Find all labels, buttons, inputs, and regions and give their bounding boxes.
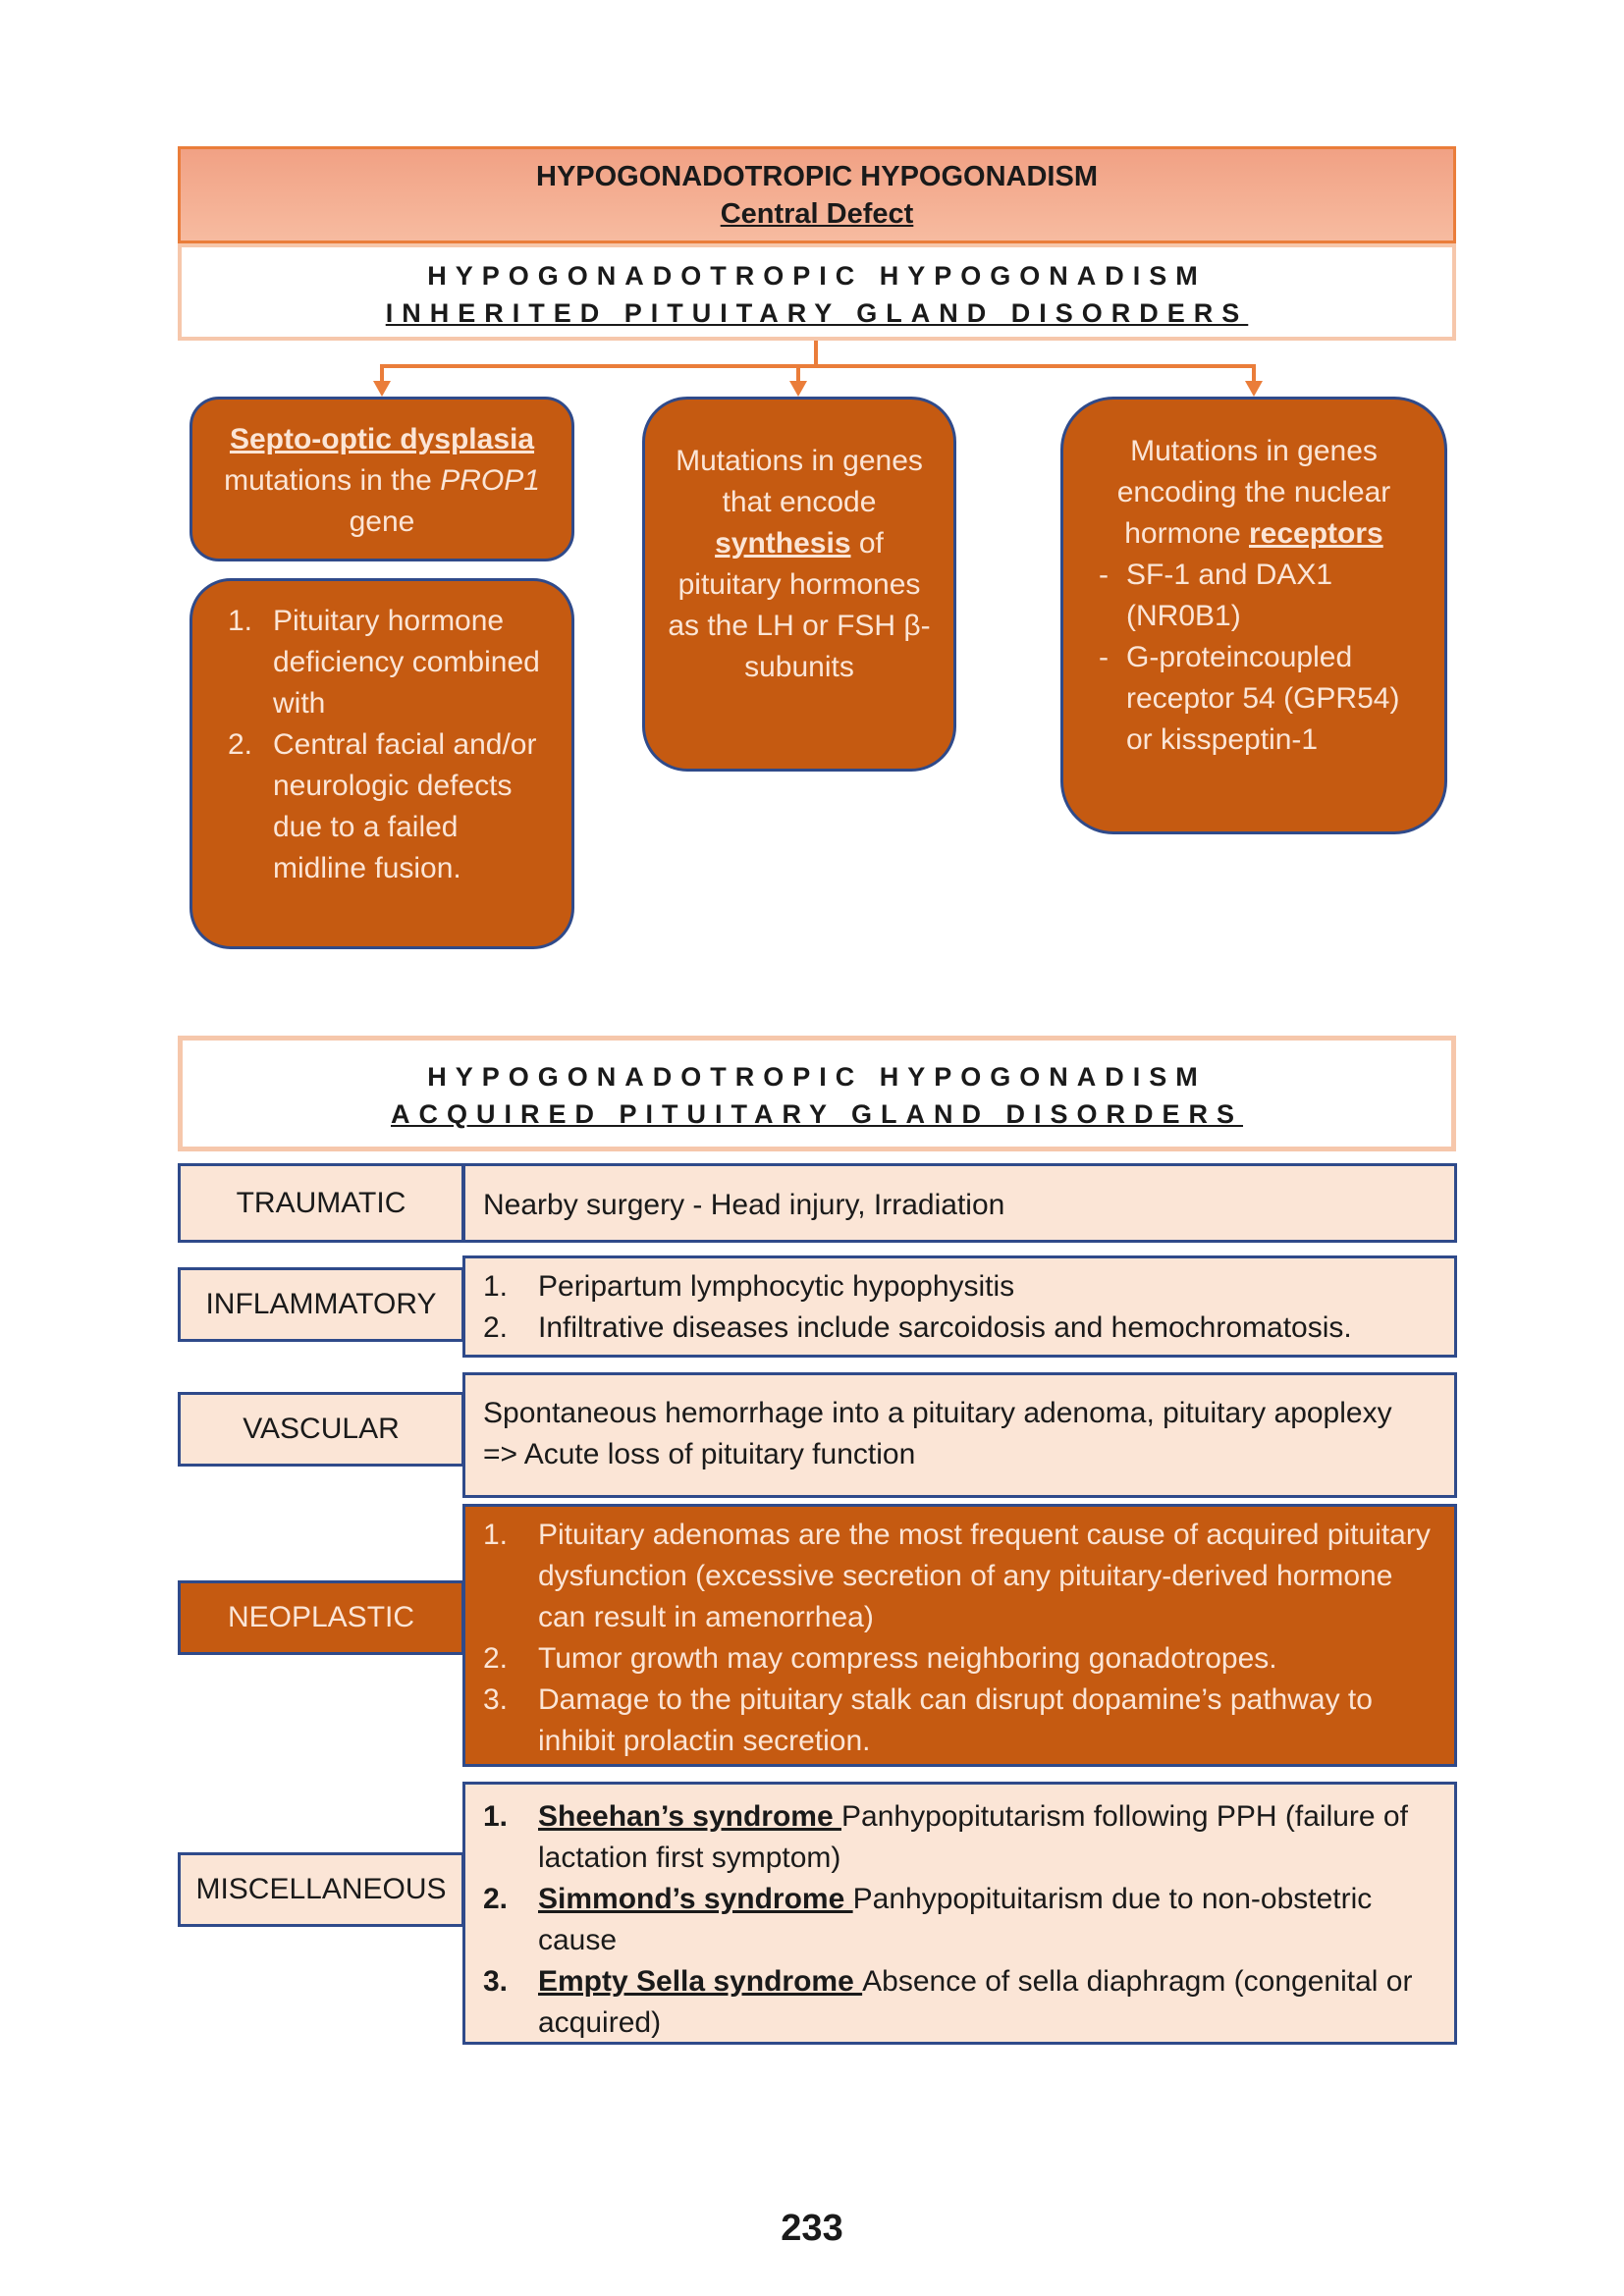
neoplastic-label: NEOPLASTIC: [178, 1580, 464, 1655]
list-item: 2. Central facial and/or neurologic defects due to a failed midline fusion.: [228, 728, 537, 884]
vascular-desc: Spontaneous hemorrhage into a pituitary adenoma, pituitary apoplexy => Acute loss of pituitary function: [462, 1372, 1457, 1498]
synthesis-text-post: of pituitary hormones as the LH or FSH β-subunits: [668, 527, 931, 683]
synthesis-box: [642, 397, 956, 772]
inherited-header: [178, 243, 1456, 341]
list-item: 1. Peripartum lymphocytic hypophysitis: [483, 1270, 1015, 1303]
list-item: 2. Infiltrative diseases include sarcoidosis and hemochromatosis.: [483, 1311, 1352, 1344]
receptors-text-pre: Mutations in genes encoding the nuclear hormone: [1116, 435, 1391, 550]
arrow-left: [373, 381, 391, 397]
header-title: HYPOGONADOTROPIC HYPOGONADISM: [536, 161, 1098, 192]
vascular-label: VASCULAR: [178, 1392, 464, 1467]
list-item: 3. Damage to the pituitary stalk can disrupt dopamine’s pathway to inhibit prolactin secretion.: [483, 1683, 1373, 1757]
neoplastic-desc: [462, 1504, 1457, 1767]
traumatic-desc: Nearby surgery - Head injury, Irradiation: [462, 1163, 1457, 1243]
central-defect-header: [178, 146, 1456, 243]
arrow-middle: [789, 381, 807, 397]
inflammatory-label: INFLAMMATORY: [178, 1267, 464, 1342]
acquired-header: [178, 1036, 1456, 1151]
septo-optic-heading: Septo-optic dysplasia: [229, 423, 535, 455]
septo-optic-box: [189, 397, 574, 561]
inherited-subtitle: INHERITED PITUITARY GLAND DISORDERS: [385, 298, 1249, 328]
inherited-title: HYPOGONADOTROPIC HYPOGONADISM: [427, 261, 1207, 291]
synthesis-text-pre: Mutations in genes that encode: [676, 445, 923, 518]
list-item: - SF-1 and DAX1 (NR0B1): [1099, 559, 1333, 632]
connector-horizontal: [380, 364, 1256, 368]
list-item: 1. Pituitary hormone deficiency combined with: [228, 605, 540, 720]
synthesis-bold: synthesis: [715, 527, 851, 560]
receptors-box: [1060, 397, 1447, 834]
miscellaneous-desc: [462, 1782, 1457, 2045]
list-item: - G-proteincoupled receptor 54 (GPR54) or kisspeptin-1: [1099, 641, 1400, 756]
list-item: 1. Pituitary adenomas are the most frequent cause of acquired pituitary dysfunction (excessive secretion of any pituitary-derived hormone can result in amenorrhea): [483, 1519, 1431, 1633]
septo-text-post: gene: [349, 506, 415, 538]
prop1-gene: PROP1: [440, 464, 540, 497]
acquired-subtitle: ACQUIRED PITUITARY GLAND DISORDERS: [390, 1099, 1244, 1129]
traumatic-label: TRAUMATIC: [178, 1163, 464, 1243]
inflammatory-desc: [462, 1255, 1457, 1358]
page-number: 233: [781, 2208, 843, 2249]
list-item: 1. Sheehan’s syndrome Panhypopitutarism following PPH (failure of lactation first symptom): [483, 1800, 1408, 1874]
list-item: 3. Empty Sella syndrome Absence of sella diaphragm (congenital or acquired): [483, 1965, 1413, 2039]
septo-optic-detail-box: [189, 578, 574, 949]
header-subtitle: Central Defect: [720, 198, 914, 230]
acquired-title: HYPOGONADOTROPIC HYPOGONADISM: [427, 1062, 1207, 1092]
list-item: 2. Tumor growth may compress neighboring gonadotropes.: [483, 1642, 1277, 1675]
connector-trunk: [814, 341, 818, 366]
receptors-bold: receptors: [1249, 517, 1383, 550]
septo-text-pre: mutations in the: [224, 464, 441, 497]
list-item: 2. Simmond’s syndrome Panhypopituitarism due to non-obstetric cause: [483, 1883, 1373, 1956]
miscellaneous-label: MISCELLANEOUS: [178, 1852, 464, 1927]
arrow-right: [1245, 381, 1263, 397]
